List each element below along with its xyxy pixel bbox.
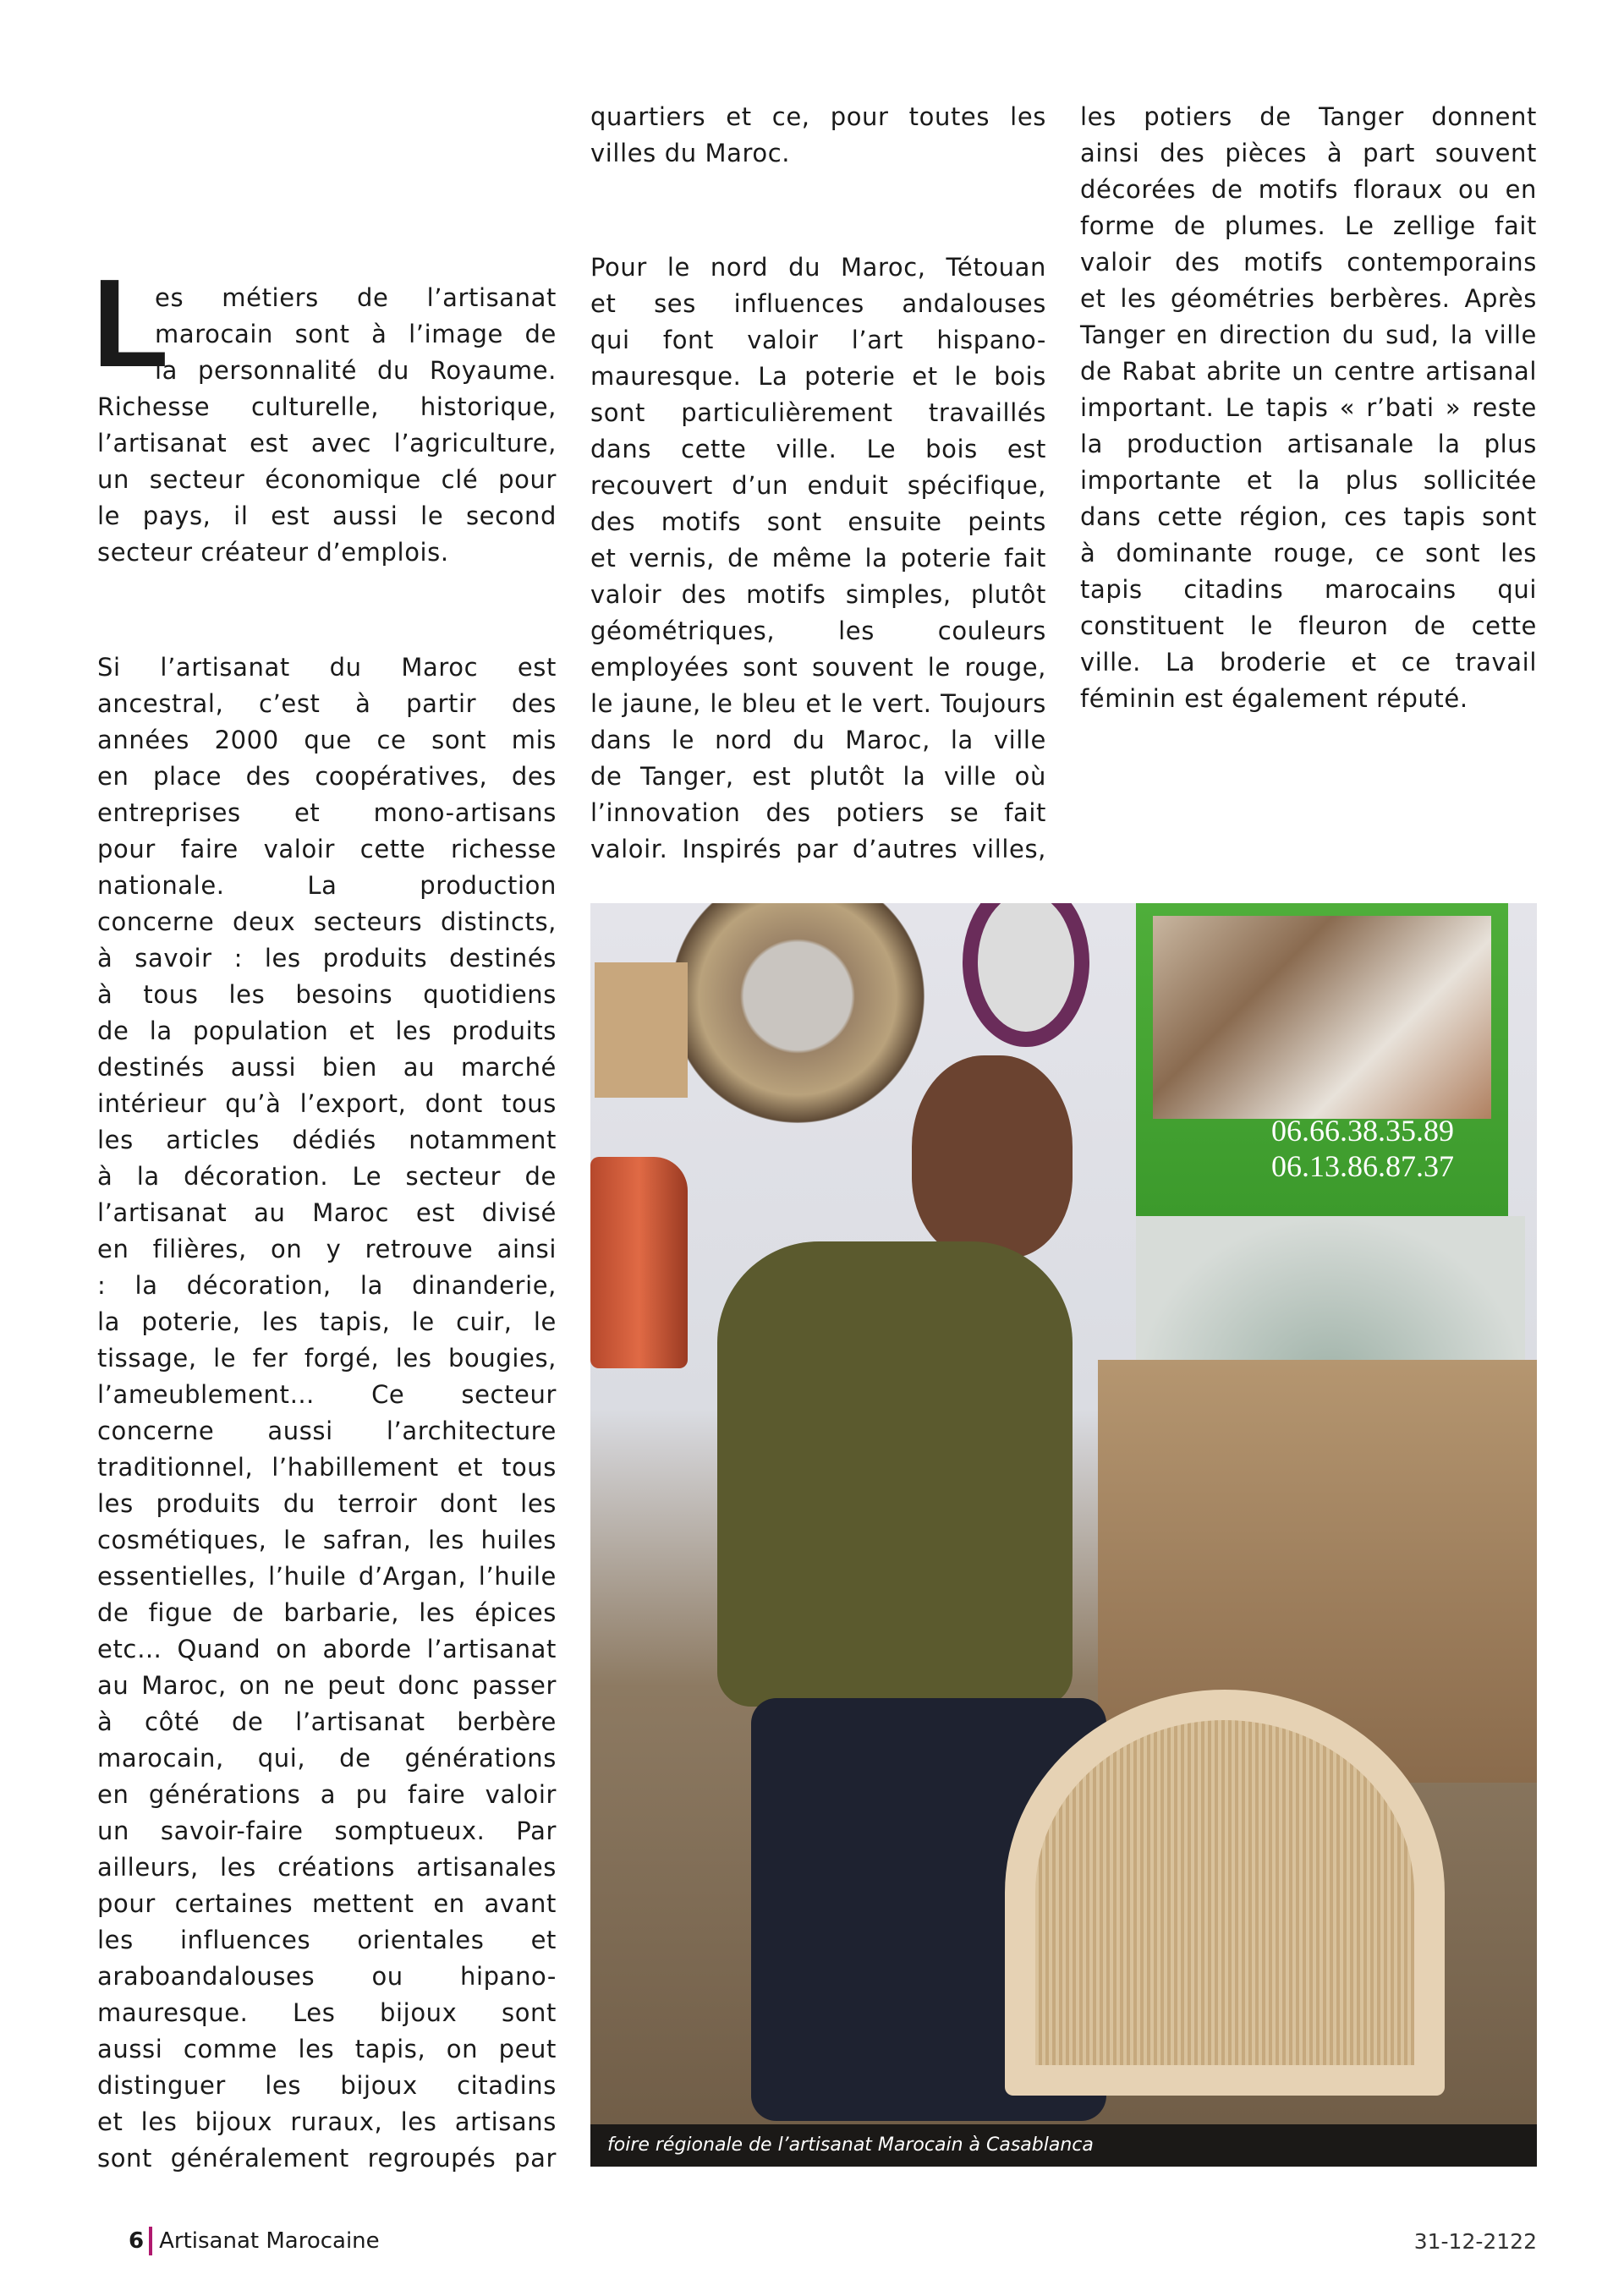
text-line: tissage, le fer forgé, les bougies, [97, 1344, 557, 1373]
text-line: cosmétiques, le safran, les huiles [97, 1526, 557, 1554]
text-line: Tanger en direction du sud, la ville [1080, 321, 1537, 349]
text-line: importante et la plus sollicitée [1080, 466, 1537, 495]
text-line: dans cette région, ces tapis sont [1080, 502, 1537, 531]
text-line: les articles dédiés notamment [97, 1126, 557, 1154]
text-line: au Maroc, on ne peut donc passer [97, 1671, 557, 1700]
text-line: de Rabat abrite un centre artisanal [1080, 357, 1537, 386]
text-line: et les bijoux ruraux, les artisans [97, 2107, 557, 2136]
text-line: mauresque. Les bijoux sont [97, 1998, 557, 2027]
text-line: en générations a pu faire valoir [97, 1780, 557, 1809]
text-line: destinés aussi bien au marché [97, 1053, 557, 1082]
text-line: Pour le nord du Maroc, Tétouan [590, 253, 1046, 282]
text-line: à la décoration. Le secteur de [97, 1162, 557, 1191]
text-line: essentielles, l’huile d’Argan, l’huile [97, 1562, 557, 1591]
phone-number-1: 06.66.38.35.89 [1271, 1114, 1454, 1148]
text-line: es métiers de l’artisanat [155, 283, 557, 312]
magazine-name: Artisanat Marocaine [159, 2228, 380, 2254]
text-line: villes du Maroc. [590, 139, 791, 167]
text-line: l’ameublement… Ce secteur [97, 1380, 557, 1409]
text-line: secteur créateur d’emplois. [97, 538, 449, 567]
page-number: 6 [129, 2228, 145, 2254]
text-line: concerne aussi l’architecture [97, 1417, 557, 1445]
text-line: les produits du terroir dont les [97, 1489, 557, 1518]
text-line: quartiers et ce, pour toutes les [590, 102, 1046, 131]
text-line: à côté de l’artisanat berbère [97, 1707, 557, 1736]
text-line: concerne deux secteurs distincts, [97, 907, 557, 936]
text-line: les influences orientales et [97, 1926, 557, 1954]
text-line: le jaune, le bleu et le vert. Toujours [590, 689, 1046, 718]
text-line: distinguer les bijoux citadins [97, 2071, 557, 2100]
text-line: à savoir : les produits destinés [97, 944, 557, 973]
text-line: constituent le fleuron de cette [1080, 611, 1537, 640]
text-line: et ses influences andalouses [590, 289, 1046, 318]
issue-date: 31-12-2122 [1413, 2229, 1537, 2254]
text-line: entreprises et mono-artisans [97, 798, 557, 827]
text-line: sont particulièrement travaillés [590, 398, 1046, 427]
text-line: Richesse culturelle, historique, [97, 392, 557, 421]
text-line: la personnalité du Royaume. [155, 356, 557, 385]
text-line: ainsi des pièces à part souvent [1080, 139, 1537, 167]
text-line: la poterie, les tapis, le cuir, le [97, 1307, 557, 1336]
text-line: l’artisanat au Maroc est divisé [97, 1198, 557, 1227]
text-line: important. Le tapis « r’bati » reste [1080, 393, 1537, 422]
footer-magazine [129, 2227, 380, 2255]
text-line: ville. La broderie et ce travail [1080, 648, 1537, 677]
text-line: un secteur économique clé pour [97, 465, 557, 494]
text-line: et les géométries berbères. Après [1080, 284, 1537, 313]
text-line: des motifs sont ensuite peints [590, 507, 1046, 536]
text-line: valoir des motifs contemporains [1080, 248, 1537, 277]
text-line: l’artisanat est avec l’agriculture, [97, 429, 557, 458]
text-line: recouvert d’un enduit spécifique, [590, 471, 1046, 500]
text-line: ancestral, c’est à partir des [97, 689, 557, 718]
phone-number-2: 06.13.86.87.37 [1271, 1149, 1454, 1183]
drop-cap: L [92, 254, 170, 393]
accent-divider [149, 2227, 152, 2255]
text-line: dans cette ville. Le bois est [590, 435, 1046, 463]
text-line: de la population et les produits [97, 1016, 557, 1045]
column-3 [1080, 99, 1537, 717]
text-line: années 2000 que ce sont mis [97, 726, 557, 754]
text-line: décorées de motifs floraux ou en [1080, 175, 1537, 204]
photo-caption: foire régionale de l’artisanat Marocain à Casablanca [590, 2124, 1537, 2167]
text-line: les potiers de Tanger donnent [1080, 102, 1537, 131]
text-line: le pays, il est aussi le second [97, 501, 557, 530]
text-line: géométriques, les couleurs [590, 616, 1046, 645]
text-line: la production artisanale la plus [1080, 430, 1537, 458]
woven-mirror [963, 903, 1089, 1047]
text-line: marocain, qui, de générations [97, 1744, 557, 1773]
text-line: à dominante rouge, ce sont les [1080, 539, 1537, 567]
text-line: en filières, on y retrouve ainsi [97, 1235, 557, 1263]
text-line: l’innovation des potiers se fait [590, 798, 1046, 827]
text-line: tapis citadins marocains qui [1080, 575, 1537, 604]
text-line: : la décoration, la dinanderie, [97, 1271, 557, 1300]
text-line: qui font valoir l’art hispano- [590, 326, 1046, 354]
text-line: féminin est également réputé. [1080, 684, 1468, 713]
text-line: dans le nord du Maroc, la ville [590, 726, 1046, 754]
text-line: employées sont souvent le rouge, [590, 653, 1046, 682]
text-line: etc… Quand on aborde l’artisanat [97, 1635, 557, 1663]
paragraph-intro [92, 254, 557, 571]
text-line: pour faire valoir cette richesse [97, 835, 557, 863]
paragraph-continued [590, 99, 1046, 172]
text-line: de Tanger, est plutôt la ville où [590, 762, 1046, 791]
text-line: un savoir-faire somptueux. Par [97, 1817, 557, 1845]
paragraph-tanger-rabat [1080, 99, 1537, 717]
text-line: intérieur qu’à l’export, dont tous [97, 1089, 557, 1118]
column-2 [590, 99, 1046, 863]
text-line: sont généralement regroupés par [97, 2144, 557, 2173]
text-line: valoir des motifs simples, plutôt [590, 580, 1046, 609]
text-line: pour certaines mettent en avant [97, 1889, 557, 1918]
text-line: nationale. La production [97, 871, 557, 900]
text-line: valoir. Inspirés par d’autres villes, [590, 835, 1046, 863]
lamp-frame [1005, 1690, 1445, 2096]
paragraph-north [590, 249, 1046, 868]
text-line: de figue de barbarie, les épices [97, 1598, 557, 1627]
text-line: marocain sont à l’image de [155, 320, 557, 348]
text-line: en place des coopératives, des [97, 762, 557, 791]
text-line: aussi comme les tapis, on peut [97, 2035, 557, 2063]
text-line: traditionnel, l’habillement et tous [97, 1453, 557, 1482]
paragraph-ancestral [97, 649, 557, 2177]
text-line: araboandalouses ou hipano- [97, 1962, 557, 1991]
banner-sign [1136, 903, 1508, 1216]
text-line: Si l’artisanat du Maroc est [97, 653, 557, 682]
text-line: mauresque. La poterie et le bois [590, 362, 1046, 391]
text-line: ailleurs, les créations artisanales [97, 1853, 557, 1882]
text-line: et vernis, de même la poterie fait [590, 544, 1046, 573]
text-line: forme de plumes. Le zellige fait [1080, 211, 1537, 240]
text-line: à tous les besoins quotidiens [97, 980, 557, 1009]
article-photo [590, 903, 1537, 2167]
